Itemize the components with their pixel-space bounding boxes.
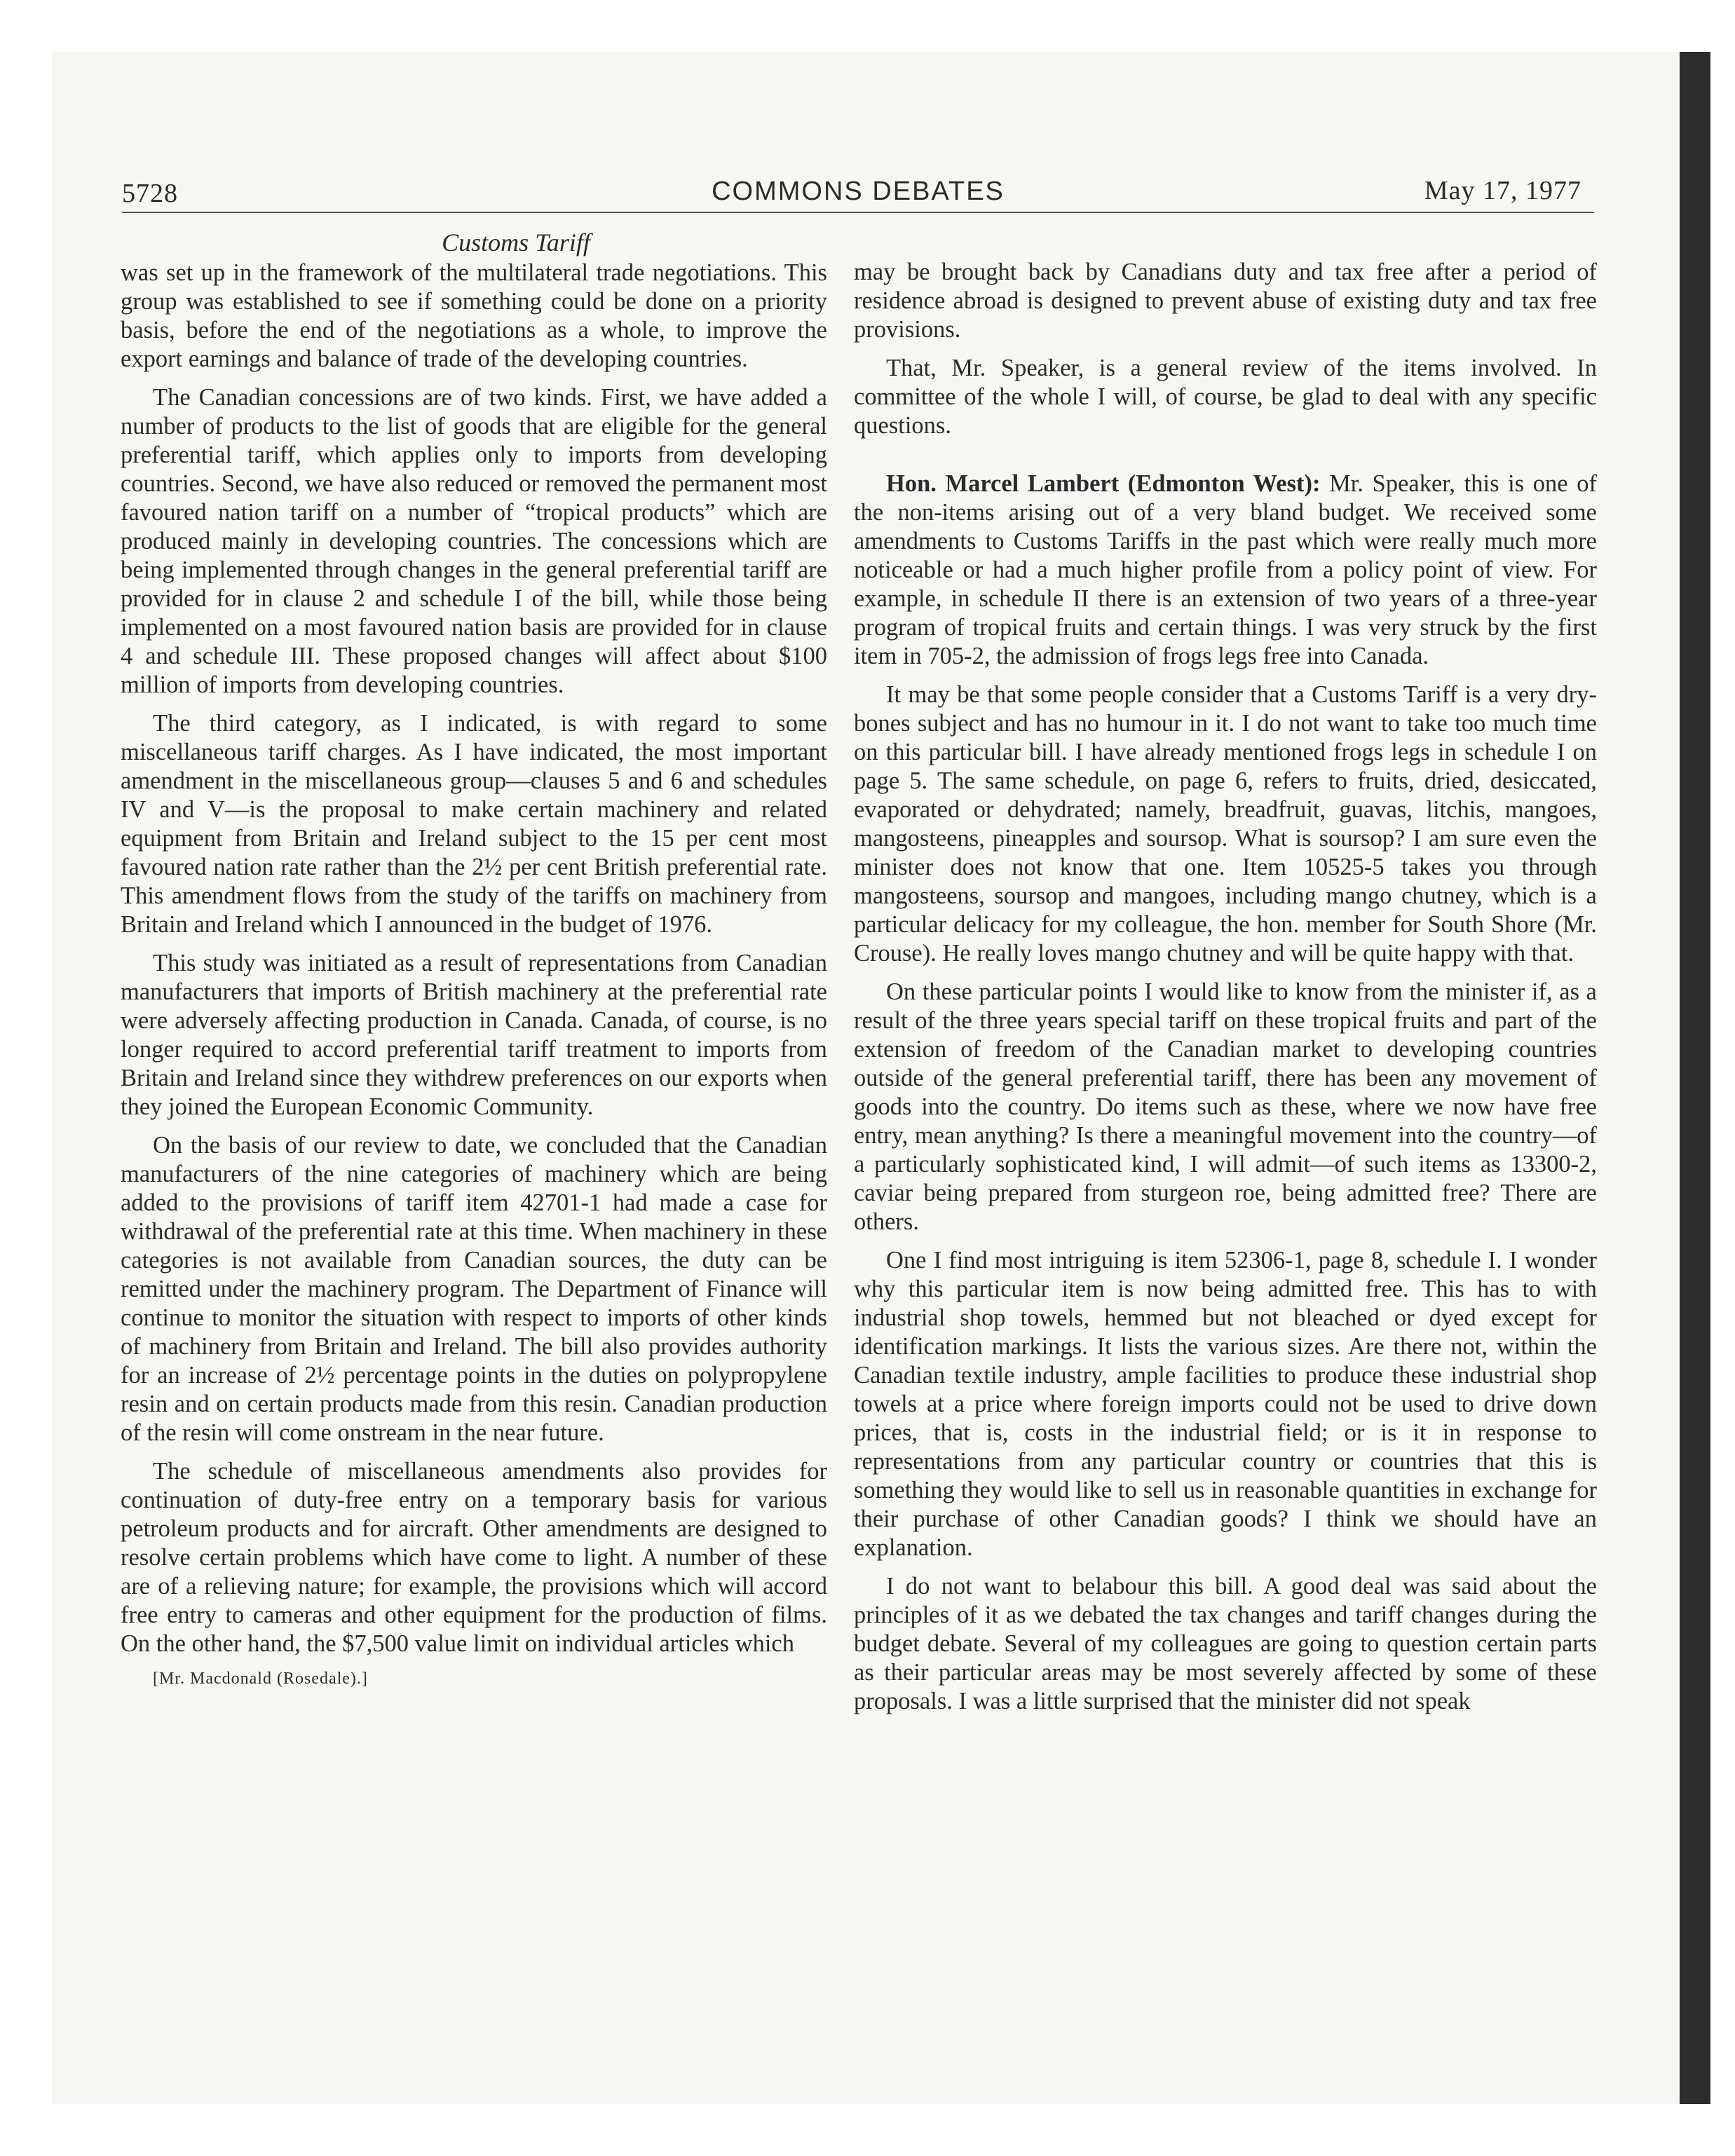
paragraph: On the basis of our review to date, we concluded that the Canadian manufacturers of the nine categories of machinery which are being added to the provisions of tariff item 42701-1 had made a case for withdrawal of the preferential rate at this time. When machinery in these categories is not available from Canadian sources, the duty can be remitted under the machinery program. The Department of Finance will continue to monitor the situation with respect to imports of other kinds of machinery from Britain and Ireland. The bill also provides authority for an increase of 2½ percentage points in the duties on polypropylene resin and on certain products made from this resin. Canadian production of the resin will come onstream in the near future. xyxy=(121,1132,827,1446)
speaker-name: Hon. Marcel Lambert (Edmonton West): xyxy=(886,470,1321,497)
paragraph: I do not want to belabour this bill. A good deal was said about the principles of it as we debated the tax changes and tariff changes during the budget debate. Several of my colleagues are going to question certain parts as their particular areas may be most severely affected by some of these proposals. I was a little surprised that the minister did not speak xyxy=(854,1573,1597,1714)
document-page xyxy=(52,52,1684,2104)
section-title: Customs Tariff xyxy=(442,228,590,257)
page-header xyxy=(122,172,1594,213)
paragraph: This study was initiated as a result of representations from Canadian manufacturers that imports of British machinery at the preferential rate were adversely affecting production in Canada. Canada, of course, is no longer required to accord preferential tariff treatment to imports from Britain and Ireland since they withdrew preferences on our exports when they joined the European Economic Community. xyxy=(121,950,827,1120)
paragraph: was set up in the framework of the multilateral trade negotiations. This group was established to see if something could be done on a priority basis, before the end of the negotiations as a whole, to improve the export earnings and balance of trade of the developing countries. xyxy=(121,259,827,372)
header-date: May 17, 1977 xyxy=(1424,176,1581,205)
speaker-footer-note: [Mr. Macdonald (Rosedale).] xyxy=(153,1670,368,1688)
paragraph: The Canadian concessions are of two kinds. First, we have added a number of products to the list of goods that are eligible for the general preferential tariff, which applies only to imports from developing countries. Second, we have also reduced or removed the permanent most favoured nation tariff on a number of “tropical products” which are produced mainly in developing countries. The concessions which are being implemented through changes in the general preferential tariff are provided for in clause 2 and schedule I of the bill, while those being implemented on a most favoured nation basis are provided for in clause 4 and schedule III. These proposed changes will affect about $100 million of imports from developing countries. xyxy=(121,384,827,698)
paragraph: The third category, as I indicated, is with regard to some miscellaneous tariff charges. As I have indicated, the most important amendment in the miscellaneous group—clauses 5 and 6 and schedules IV and V—is the proposal to make certain machinery and related equipment from Britain and Ireland subject to the 15 per cent most favoured nation rate rather than the 2½ per cent British preferential rate. This amendment flows from the study of the tariffs on machinery from Britain and Ireland which I announced in the budget of 1976. xyxy=(121,710,827,938)
paragraph: One I find most intriguing is item 52306-1, page 8, schedule I. I wonder why this particular item is now being admitted free. This has to with industrial shop towels, hemmed but not bleached or dyed except for identification markings. It lists the various sizes. Are there not, within the Canadian textile industry, ample facilities to produce these industrial shop towels at a price where foreign imports could not be used to drive down prices, that is, costs in the industrial field; or is it in response to representations from any particular country or countries that this is something they would like to sell us in reasonable quantities in exchange for their purchase of other Canadian goods? I think we should have an explanation. xyxy=(854,1247,1597,1561)
paragraph: The schedule of miscellaneous amendments also provides for continuation of duty-free entry on a temporary basis for various petroleum products and for aircraft. Other amendments are designed to resolve certain problems which have come to light. A number of these are of a relieving nature; for example, the provisions which will accord free entry to cameras and other equipment for the production of films. On the other hand, the $7,500 value limit on individual articles which xyxy=(121,1458,827,1657)
paragraph: On these particular points I would like to know from the minister if, as a result of the three years special tariff on these tropical fruits and part of the extension of freedom of the Canadian market to developing countries outside of the general preferential tariff, there has been any movement of goods into the country. Do items such as these, where we now have free entry, mean anything? Is there a meaningful movement into the country—of a particularly sophisticated kind, I will admit—of such items as 13300-2, caviar being prepared from sturgeon roe, being admitted free? There are others. xyxy=(854,978,1597,1235)
page-number: 5728 xyxy=(122,179,178,208)
paragraph: It may be that some people consider that a Customs Tariff is a very dry-bones subject and has no humour in it. I do not want to take too much time on this particular bill. I have already mentioned frogs legs in schedule I on page 5. The same schedule, on page 6, refers to fruits, dried, desiccated, evaporated or dehydrated; namely, breadfruit, guavas, litchis, mangoes, mangosteens, pineapples and soursop. What is soursop? I am sure even the minister does not know that one. Item 10525-5 takes you through mangosteens, soursop and mangoes, including mango chutney, which is a particular delicacy for my colleague, the hon. member for South Shore (Mr. Crouse). He really loves mango chutney and will be quite happy with that. xyxy=(854,681,1597,967)
paragraph: may be brought back by Canadians duty and tax free after a period of residence abroad is designed to prevent abuse of existing duty and tax free provisions. xyxy=(854,259,1597,343)
speech-text: Mr. Speaker, this is one of the non-items arising out of a very bland budget. We received some amendments to Customs Tariffs in the past which were really much more noticeable or had a much higher profile from a policy point of view. For example, in schedule II there is an extension of two years of a three-year program of tropical fruits and certain things. I was very struck by the first item in 705-2, the admission of frogs legs free into Canada. xyxy=(854,470,1597,669)
spacer xyxy=(854,450,1597,470)
right-column xyxy=(854,258,1597,1726)
scan-edge-bar xyxy=(1680,52,1710,2104)
publication-title: COMMONS DEBATES xyxy=(712,177,1005,206)
left-column xyxy=(121,228,827,1689)
speech-paragraph xyxy=(854,470,1597,671)
paragraph: That, Mr. Speaker, is a general review of the items involved. In committee of the whole I will, of course, be glad to deal with any specific questions. xyxy=(854,355,1597,439)
